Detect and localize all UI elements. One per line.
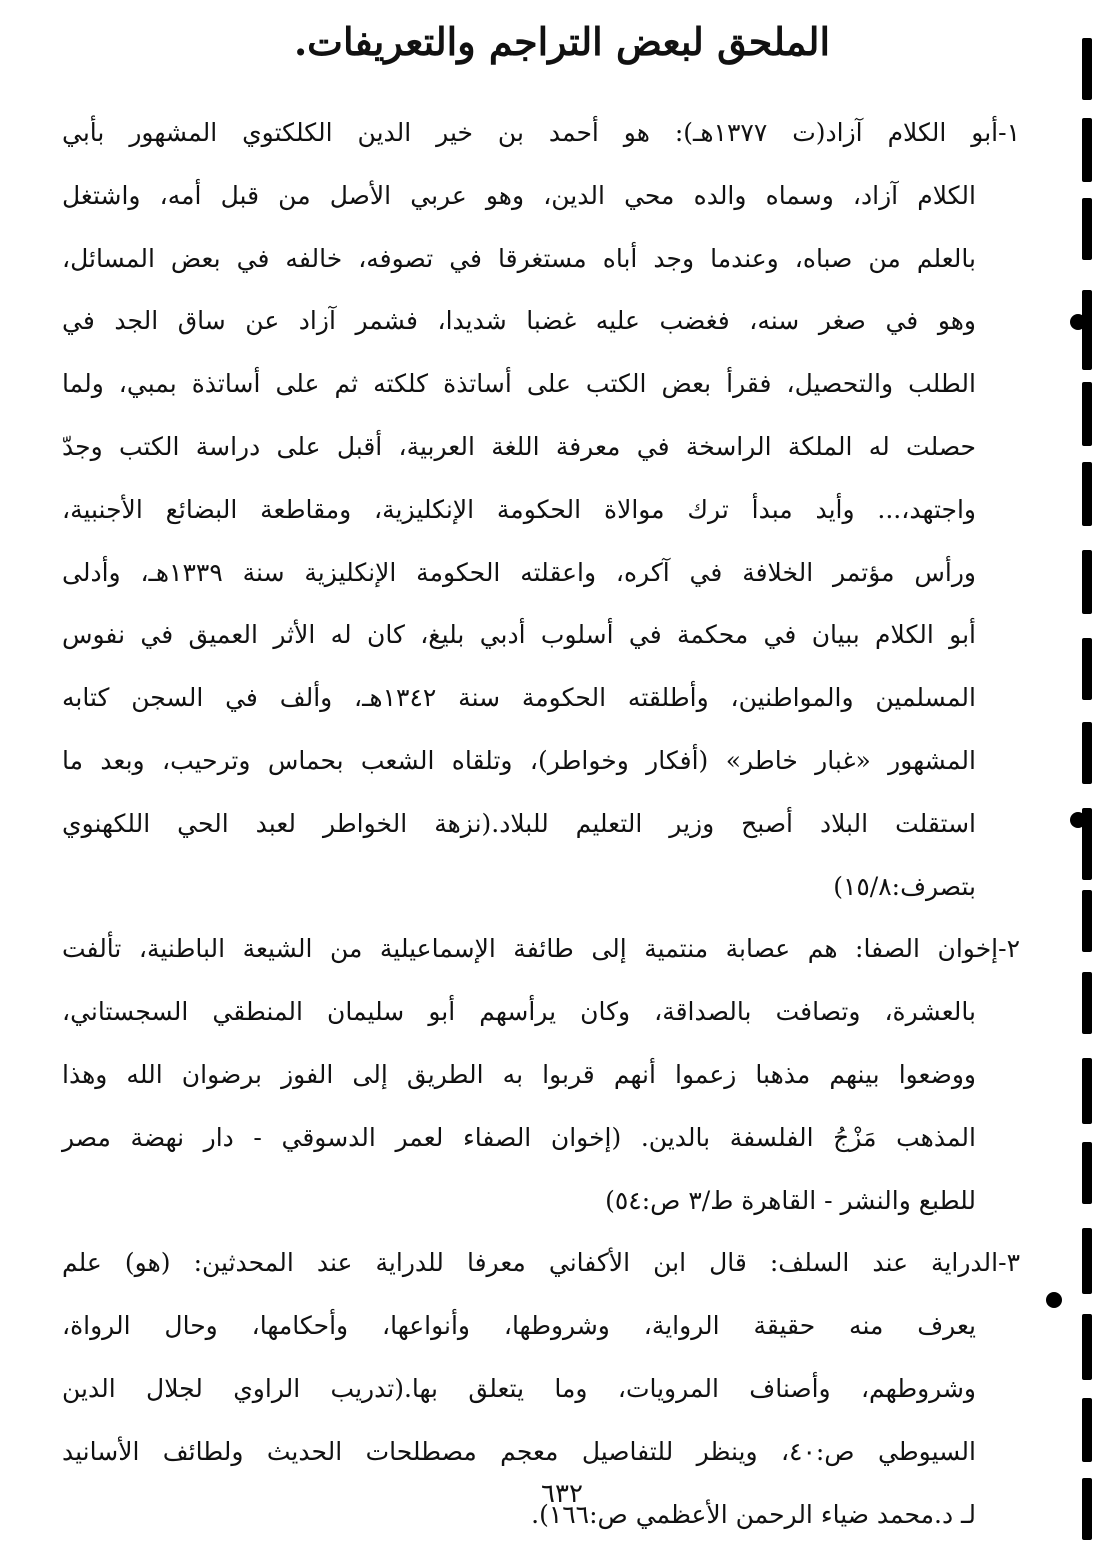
edge-mark	[1082, 38, 1092, 100]
edge-mark	[1082, 638, 1092, 700]
edge-mark	[1082, 1058, 1092, 1124]
text-line: وشروطهم، وأصناف المرويات، وما يتعلق بها.(تدريب الراوي لجلال الدين	[62, 1373, 976, 1403]
edge-mark	[1082, 890, 1092, 952]
edge-mark	[1082, 1142, 1092, 1204]
punch-hole-dot	[1046, 1292, 1062, 1308]
page-title: الملحق لبعض التراجم والتعريفات.	[293, 19, 831, 64]
edge-mark	[1082, 118, 1092, 182]
entry-abul-kalam-azad	[62, 102, 1020, 918]
text-line: استقلت البلاد أصبح وزير التعليم للبلاد.(نزهة الخواطر لعبد الحي اللكهنوي	[62, 808, 976, 838]
text-line: ووضعوا بينهم مذهبا زعموا أنهم قربوا به الطريق إلى الفوز برضوان الله وهذا	[62, 1059, 976, 1089]
page-number: ٦٣٢	[541, 1479, 583, 1509]
text-line: السيوطي ص:٤٠، وينظر للتفاصيل معجم مصطلحات الحديث ولطائف الأسانيد	[62, 1436, 976, 1466]
text-line: لـ د.محمد ضياء الرحمن الأعظمي ص:١٦٦).	[531, 1499, 976, 1529]
text-line: بتصرف:١٥/٨)	[833, 871, 976, 901]
text-line: واجتهد،... وأيد مبدأ ترك موالاة الحكومة الإنكليزية، ومقاطعة البضائع الأجنبية،	[62, 494, 976, 524]
edge-mark	[1082, 198, 1092, 260]
text-line: ٣-الدراية عند السلف: قال ابن الأكفاني معرفا للدراية عند المحدثين: (هو) علم	[62, 1248, 1020, 1278]
text-line: ورأس مؤتمر الخلافة في آكره، واعقلته الحكومة الإنكليزية سنة ١٣٣٩هـ، وأدلى	[62, 557, 976, 587]
text-line: أبو الكلام ببيان في محكمة في أسلوب أدبي بليغ، كان له الأثر العميق في نفوس	[62, 620, 976, 650]
edge-mark	[1082, 722, 1092, 784]
text-line: يعرف منه حقيقة الرواية، وشروطها، وأنواعها، وأحكامها، وحال الرواة،	[62, 1311, 976, 1341]
text-line: المذهب مَزْجُ الفلسفة بالدين. (إخوان الصفاء لعمر الدسوقي - دار نهضة مصر	[62, 1122, 976, 1152]
punch-hole-dot	[1070, 812, 1086, 828]
text-line: الكلام آزاد، وسماه والده محي الدين، وهو عربي الأصل من قبل أمه، واشتغل	[62, 180, 976, 210]
edge-mark	[1082, 1398, 1092, 1462]
text-line: المشهور «غبار خاطر» (أفكار وخواطر)، وتلقاه الشعب بحماس وترحيب، وبعد ما	[62, 745, 976, 775]
punch-hole-dot	[1070, 314, 1086, 330]
edge-mark	[1082, 1314, 1092, 1380]
text-line: بالعلم من صباه، وعندما وجد أباه مستغرقا في تصوفه، خالفه في بعض المسائل،	[62, 243, 976, 273]
text-line: بالعشرة، وتصافت بالصداقة، وكان يرأسهم أبو سليمان المنطقي السجستاني،	[62, 997, 976, 1027]
edge-mark	[1082, 1228, 1092, 1294]
text-line: للطبع والنشر - القاهرة ط/٣ ص:٥٤)	[605, 1185, 976, 1215]
text-line: وهو في صغر سنه، فغضب عليه غضبا شديدا، فشمر آزاد عن ساق الجد في	[62, 306, 976, 336]
text-line: المسلمين والمواطنين، وأطلقته الحكومة سنة ١٣٤٢هـ، وألف في السجن كتابه	[62, 683, 976, 713]
text-line: ١-أبو الكلام آزاد(ت ١٣٧٧هـ): هو أحمد بن خير الدين الكلكتوي المشهور بأبي	[62, 118, 1020, 147]
edge-mark	[1082, 290, 1092, 370]
edge-mark	[1082, 1478, 1092, 1540]
edge-mark	[1082, 462, 1092, 526]
text-line: ٢-إخوان الصفا: هم عصابة منتمية إلى طائفة الإسماعيلية من الشيعة الباطنية، تألفت	[62, 934, 1020, 964]
edge-mark	[1082, 382, 1092, 446]
edge-mark	[1082, 972, 1092, 1034]
entry-ikhwan-al-safa	[62, 918, 1020, 1232]
text-line: حصلت له الملكة الراسخة في معرفة اللغة العربية، أقبل على دراسة الكتب وجدّ	[62, 431, 976, 461]
text-line: الطلب والتحصيل، فقرأ بعض الكتب على أساتذة كلكته ثم على أساتذة بمبي، ولما	[62, 369, 976, 399]
body-text	[62, 102, 1020, 1546]
edge-mark	[1082, 550, 1092, 614]
